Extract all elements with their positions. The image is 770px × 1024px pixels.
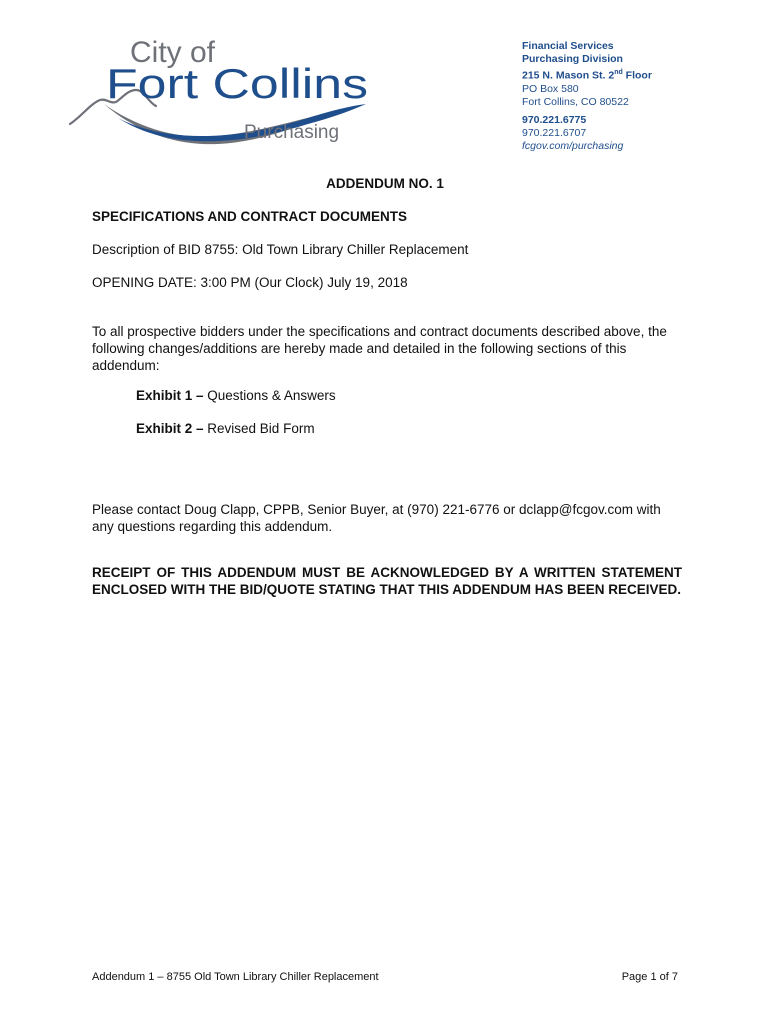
contact-org: Financial Services [522, 40, 614, 52]
logo-city-of: City of [130, 36, 216, 69]
contact-note: Please contact Doug Clapp, CPPB, Senior Buyer, at (970) 221-6776 or dclapp@fcgov.com with any questions regarding this addendum. [92, 502, 661, 534]
footer-left: Addendum 1 – 8755 Old Town Library Chiller Replacement [92, 971, 379, 983]
opening-date: OPENING DATE: 3:00 PM (Our Clock) July 19, 2018 [92, 275, 408, 290]
exhibit-2: Exhibit 2 – Revised Bid Form [136, 421, 315, 436]
logo-purchasing: Purchasing [244, 122, 340, 143]
intro-paragraph: To all prospective bidders under the specifications and contract documents described above, the following changes/additions are hereby made and detailed in the following sections of this addendum: [92, 324, 667, 373]
receipt-notice: RECEIPT OF THIS ADDENDUM MUST BE ACKNOWLEDGED BY A WRITTEN STATEMENT ENCLOSED WITH THE BID/QUOTE STATING THAT THIS ADDENDUM HAS BEEN RECEIVED. [92, 565, 682, 597]
logo-fort-collins: Fort Collins [106, 60, 368, 107]
contact-po-box: PO Box 580 [522, 82, 579, 95]
contact-phone: 970.221.6775 [522, 113, 587, 126]
contact-address: 215 N. Mason St. 2nd Floor [522, 69, 652, 82]
contact-block [522, 40, 652, 153]
exhibit-1: Exhibit 1 – Questions & Answers [136, 388, 336, 403]
fort-collins-purchasing-logo [68, 32, 378, 152]
page-number: Page 1 of 7 [621, 971, 678, 983]
contact-city: Fort Collins, CO 80522 [522, 95, 629, 108]
addendum-title: ADDENDUM NO. 1 [326, 176, 444, 191]
bid-description: Description of BID 8755: Old Town Library Chiller Replacement [92, 242, 469, 257]
section-heading: SPECIFICATIONS AND CONTRACT DOCUMENTS [92, 209, 407, 224]
contact-division: Purchasing Division [522, 53, 623, 65]
contact-fax: 970.221.6707 [522, 126, 587, 139]
contact-web-link[interactable]: fcgov.com/purchasing [522, 139, 624, 152]
